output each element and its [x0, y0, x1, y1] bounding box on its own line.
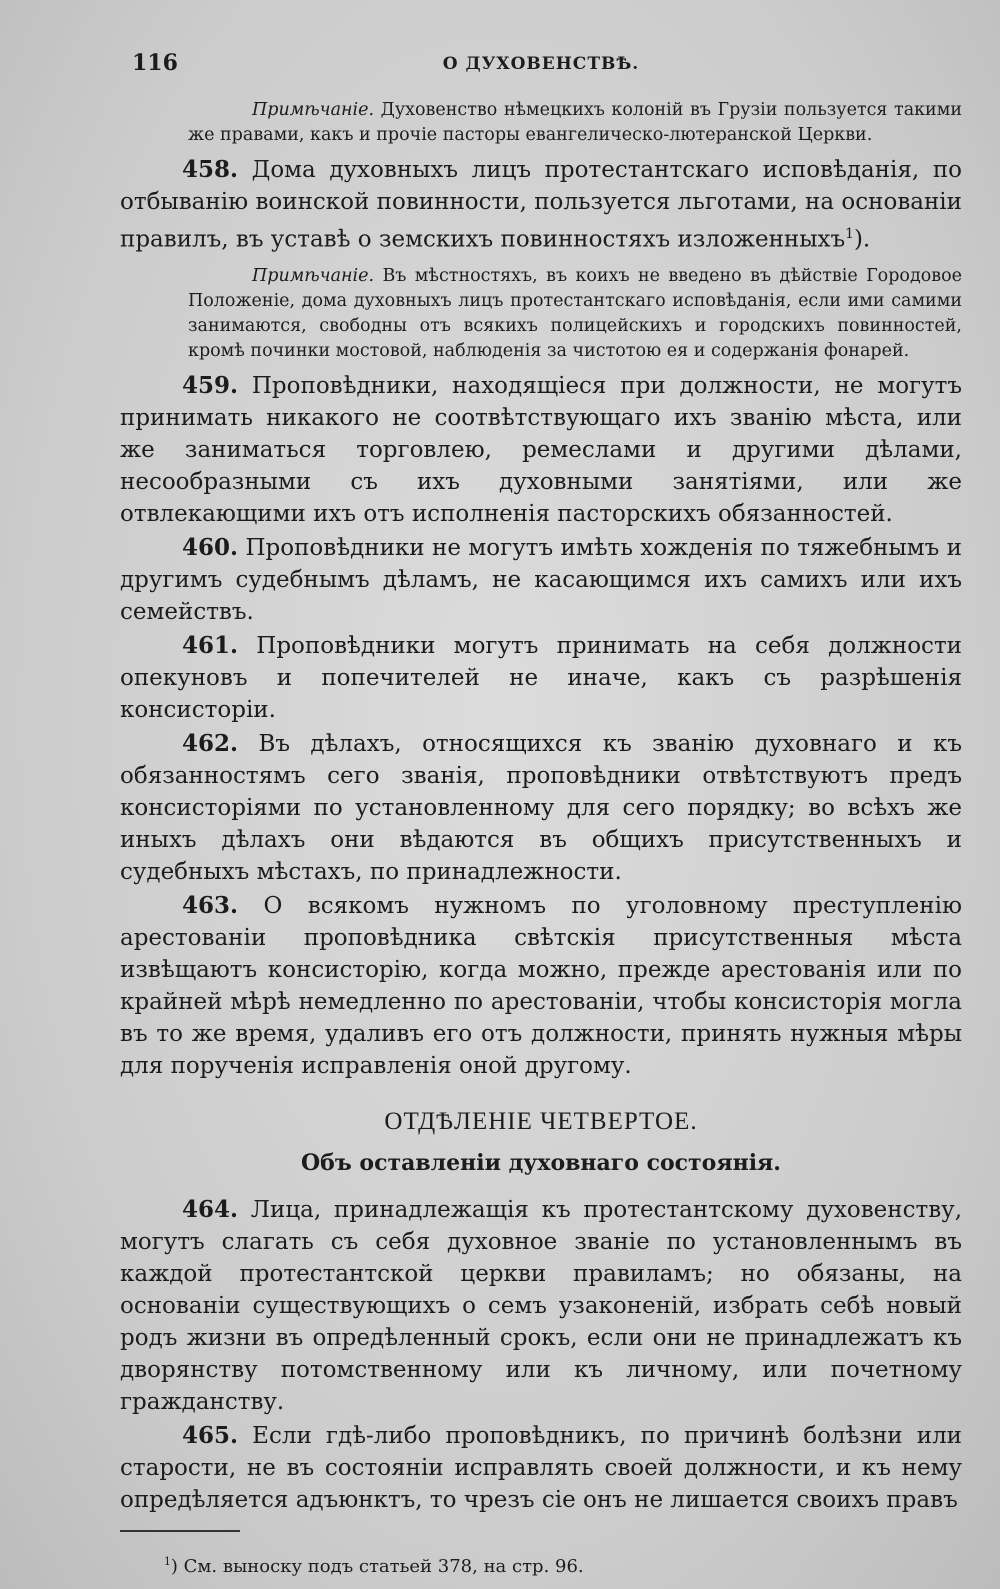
article-461 [120, 630, 962, 726]
footnote [164, 1550, 962, 1579]
article-text: Если гдѣ-либо проповѣдникъ, по причинѣ болѣзни или старости, не въ состояніи исправлять своей должности, и къ нему опредѣляется адъюнктъ, то чрезъ сіе онъ не лишается своихъ правъ [120, 1422, 963, 1513]
note-1 [188, 98, 962, 148]
article-number: 464. [182, 1195, 239, 1223]
note-lead: Примѣчаніе. [252, 265, 375, 286]
section-subtitle: Объ оставленіи духовнаго состоянія. [301, 1149, 781, 1176]
footnote-reference: 1 [845, 226, 854, 242]
note-lead: Примѣчаніе. [252, 100, 375, 120]
article-number: 459. [182, 371, 239, 399]
article-463 [120, 890, 962, 1082]
article-459 [120, 370, 962, 530]
page-header [120, 40, 962, 90]
article-text: Лица, принадлежащія къ протестантскому духовенству, могутъ слагать съ себя духовное званіе по установленнымъ въ каждой протестантской церкви правиламъ; но обязаны, на основаніи существующихъ о семъ узаконеній, избрать себѣ новый родъ жизни въ опредѣленный срокъ, если они не принадлежатъ къ дворянству потомственному или къ личному, или почетному гражданству. [120, 1196, 963, 1415]
footnote-divider [120, 1530, 240, 1532]
page-number: 116 [132, 50, 178, 76]
note-text: Въ мѣстностяхъ, въ коихъ не введено въ дѣйствіе Городовое Положеніе, дома духовныхъ лицъ протестантскаго исповѣданія, если ими самими занимаются, свободны отъ всякихъ полицейскихъ и городскихъ повинностей, кромѣ починки мостовой, наблюденія за чистотою ея и содержанія фонарей. [188, 265, 962, 361]
article-458 [120, 154, 962, 256]
article-text: Дома духовныхъ лицъ протестантскаго исповѣданія, по отбыванію воинской повинности, пользуется льготами, на основаніи правилъ, въ уставѣ о земскихъ повинностяхъ изложенныхъ [120, 157, 962, 253]
footnote-mark: 1 [164, 1554, 171, 1568]
article-number: 460. [182, 533, 239, 561]
section-title: ОТДѢЛЕНІЕ ЧЕТВЕРТОЕ. [384, 1107, 698, 1135]
article-number: 462. [182, 729, 239, 757]
article-462 [120, 728, 962, 888]
article-text: О всякомъ нужномъ по уголовному преступленію арестованіи проповѣдника свѣтскія присутственныя мѣста извѣщаютъ консисторію, когда можно, прежде арестованія или по крайней мѣрѣ немедленно по арестованіи, чтобы консисторія могла въ то же время, удаливъ его отъ должности, принять нужныя мѣры для порученія исправленія оной другому. [120, 892, 962, 1079]
article-text-tail: ). [853, 226, 871, 253]
article-460 [120, 532, 962, 628]
article-text: Въ дѣлахъ, относящихся къ званію духовнаго и къ обязанностямъ сего званія, проповѣдники отвѣтствуютъ предъ консисторіями по установленному для сего порядку; во всѣхъ же иныхъ дѣлахъ они вѣдаются въ общихъ присутственныхъ и судебныхъ мѣстахъ, по принадлежности. [120, 730, 963, 885]
note-text: Духовенство нѣмецкихъ колоній въ Грузіи пользуется такими же правами, какъ и прочіе пасторы евангелическо-лютеранской Церкви. [188, 100, 962, 145]
running-title: О ДУХОВЕНСТВѢ. [442, 54, 640, 74]
note-2 [188, 264, 962, 364]
article-number: 463. [182, 891, 239, 919]
article-text: Проповѣдники, находящіеся при должности, не могутъ принимать никакого не соотвѣтствующаго ихъ званію мѣста, или же заниматься торговлею, ремеслами и другими дѣлами, несообразными съ ихъ духовными занятіями, или же отвлекающими ихъ отъ исполненія пасторскихъ обязанностей. [120, 372, 962, 527]
article-465 [120, 1420, 962, 1516]
article-text: Проповѣдники не могутъ имѣть хожденія по тяжебнымъ и другимъ судебнымъ дѣламъ, не касающимся ихъ самихъ или ихъ семействъ. [120, 534, 963, 625]
article-number: 465. [182, 1421, 239, 1449]
article-number: 461. [182, 631, 239, 659]
article-464 [120, 1194, 962, 1418]
article-text: Проповѣдники могутъ принимать на себя должности опекуновъ и попечителей не иначе, какъ съ разрѣшенія консисторіи. [120, 632, 962, 723]
article-number: 458. [182, 156, 239, 183]
footnote-text: ) См. выноску подъ статьей 378, на стр. 96. [170, 1555, 584, 1577]
